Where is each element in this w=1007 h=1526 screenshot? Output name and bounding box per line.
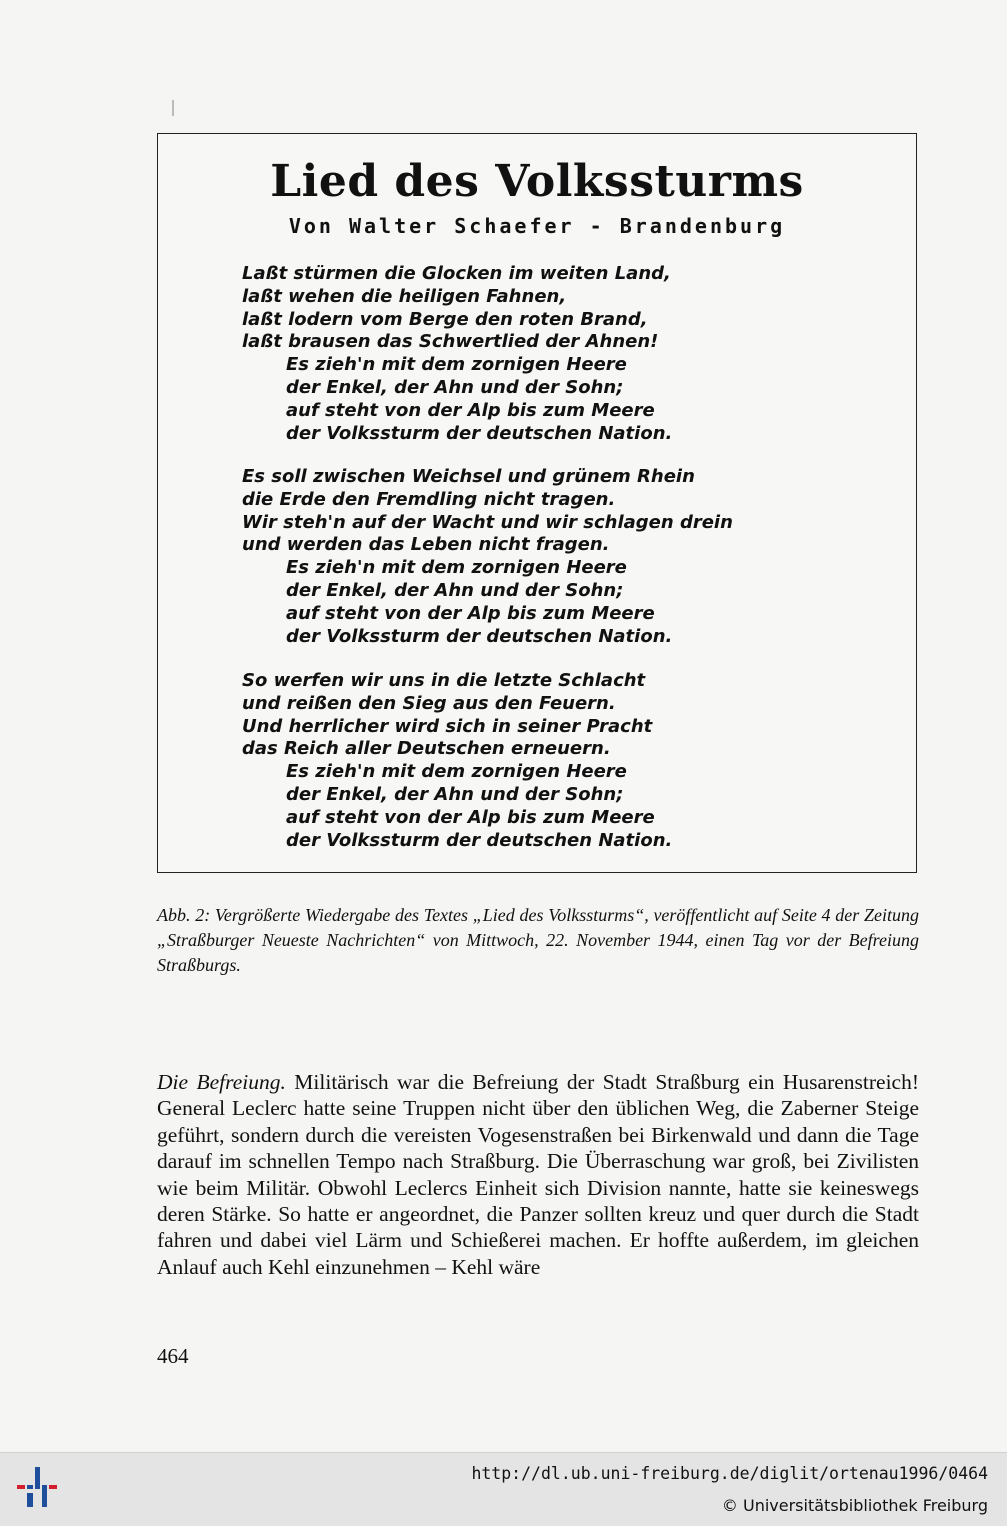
- refrain-line: der Enkel, der Ahn und der Sohn;: [286, 376, 624, 398]
- poem-figure: [157, 133, 917, 873]
- refrain-line: der Enkel, der Ahn und der Sohn;: [286, 783, 624, 805]
- poem-line: Es soll zwischen Weichsel und grünem Rhein: [242, 466, 695, 487]
- page-number: 464: [157, 1344, 189, 1368]
- refrain-line: der Enkel, der Ahn und der Sohn;: [286, 579, 624, 601]
- poem-line: So werfen wir uns in die letzte Schlacht: [242, 670, 646, 691]
- refrain-line: der Volkssturm der deutschen Nation.: [286, 829, 673, 851]
- poem-author: Von Walter Schaefer - Brandenburg: [288, 214, 786, 238]
- poem-line: laßt brausen das Schwertlied der Ahnen!: [242, 331, 659, 353]
- refrain-line: Es zieh'n mit dem zornigen Heere: [286, 761, 627, 783]
- poem-line: und reißen den Sieg aus den Feuern.: [242, 692, 616, 714]
- poem-line: die Erde den Fremdling nicht tragen.: [242, 488, 616, 510]
- refrain-line: auf steht von der Alp bis zum Meere: [286, 602, 655, 624]
- footer-url-link[interactable]: http://dl.ub.uni-freiburg.de/diglit/ortenau1996/0464: [471, 1464, 988, 1483]
- section-lead: Die Befreiung.: [157, 1070, 286, 1094]
- poem-line: laßt lodern vom Berge den roten Brand,: [242, 308, 648, 330]
- refrain-line: Es zieh'n mit dem zornigen Heere: [286, 354, 627, 376]
- poem-line: laßt wehen die heiligen Fahnen,: [242, 285, 567, 307]
- library-footer: [0, 1452, 1007, 1526]
- figure-caption: Abb. 2: Vergrößerte Wiedergabe des Textes „Lied des Volkssturms“, veröffentlicht auf Seite 4 der Zeitung „Straßburger Neueste Nachrichten“ von Mittwoch, 22. November 1944, einen Tag vor der Befreiung Straßburgs.: [157, 905, 919, 975]
- poem-line: Laßt stürmen die Glocken im weiten Land,: [242, 263, 671, 284]
- footer-copyright: © Universitätsbibliothek Freiburg: [721, 1496, 988, 1515]
- poem-stanza-1: [242, 263, 882, 445]
- poem-stanza-2: [242, 466, 882, 648]
- refrain-line: Es zieh'n mit dem zornigen Heere: [286, 557, 627, 579]
- poem-line: Wir steh'n auf der Wacht und wir schlagen drein: [242, 511, 733, 533]
- refrain-line: der Volkssturm der deutschen Nation.: [286, 625, 673, 647]
- ub-freiburg-logo-icon: [12, 1463, 62, 1513]
- scan-mark: [172, 100, 174, 116]
- poem-line: Und herrlicher wird sich in seiner Pracht: [242, 715, 653, 737]
- poem-stanza-3: [242, 670, 882, 852]
- poem-line: das Reich aller Deutschen erneuern.: [242, 738, 611, 760]
- poem-title: Lied des Volkssturms: [270, 156, 804, 207]
- refrain-line: der Volkssturm der deutschen Nation.: [286, 422, 673, 444]
- body-text: Militärisch war die Befreiung der Stadt Straßburg ein Husarenstreich! General Leclerc hatte seine Truppen nicht über den üblichen Weg, die Zaberner Steige geführt, sondern durch die vereisten Vogesenstraßen bei Birkenwald und dann die Tage darauf im schnellen Tempo nach Straßburg. Die Überraschung war groß, bei Zivilisten wie beim Militär. Obwohl Leclercs Einheit sich Division nannte, hatte sie keineswegs deren Stärke. So hatte er angeordnet, die Panzer sollten kreuz und quer durch die Stadt fahren und dabei viel Lärm und Schießerei machen. Er hoffte außerdem, im gleichen Anlauf auch Kehl einzunehmen – Kehl wäre: [157, 1070, 919, 1279]
- poem-line: und werden das Leben nicht fragen.: [242, 534, 610, 556]
- refrain-line: auf steht von der Alp bis zum Meere: [286, 399, 655, 421]
- refrain-line: auf steht von der Alp bis zum Meere: [286, 806, 655, 828]
- body-paragraph: [157, 1069, 919, 1280]
